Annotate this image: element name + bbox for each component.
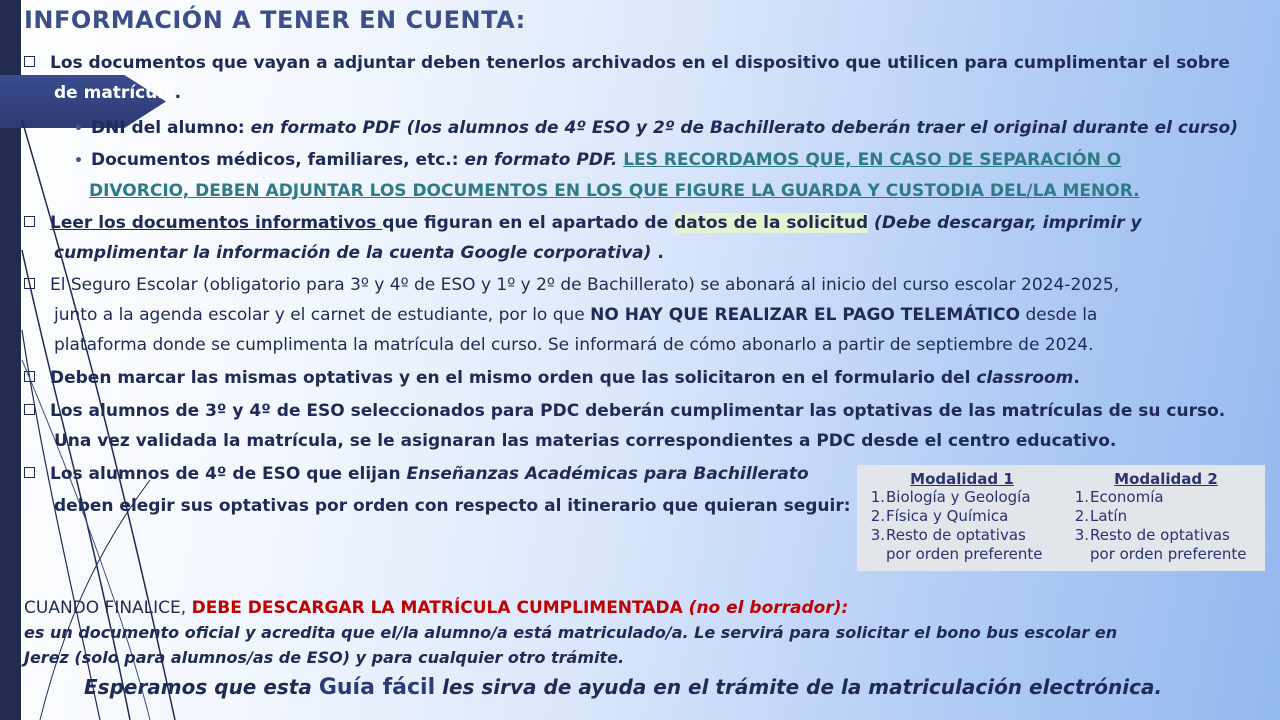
bullet-text-strong: NO HAY QUE REALIZAR EL PAGO TELEMÁTICO [590, 305, 1021, 325]
footer-instruction [24, 598, 848, 618]
list-item: 3. Resto de optativas [870, 526, 1026, 544]
closing-text: Esperamos que esta [84, 675, 319, 699]
sub-item-dni [74, 113, 1238, 144]
checkbox-bullet-icon [24, 404, 35, 415]
bullet-optativas [24, 363, 1080, 393]
list-item: 3. Resto de optativas [1074, 526, 1230, 544]
guia-facil-label: Guía fácil [318, 675, 436, 700]
bullet-text-italic-cont: cumplimentar la información de la cuenta Google corporativa) [54, 243, 652, 263]
page-title: INFORMACIÓN A TENER EN CUENTA: [24, 6, 526, 34]
bullet-text: Una vez validada la matrícula, se le asignaran las materias correspondientes a PDC desde el centro educativo. [54, 431, 1117, 451]
bullet-dot-icon: • [74, 153, 83, 169]
bullet-text: deben elegir sus optativas por orden con respecto al itinerario que quieran seguir: [54, 496, 851, 516]
bullet-text: desde la [1020, 305, 1098, 325]
bullet-text-italic: (Debe descargar, imprimir y [868, 213, 1142, 233]
list-item-cont: por orden preferente [1090, 545, 1247, 563]
sub-item-detail: en formato PDF. [464, 150, 624, 170]
list-item: 1. Biología y Geología [870, 488, 1031, 506]
checkbox-bullet-icon [24, 216, 35, 227]
custody-notice-link[interactable]: LES RECORDAMOS QUE, EN CASO DE SEPARACIÓN O [623, 150, 1122, 170]
bullet-seguro-escolar [24, 270, 1119, 360]
closing-text: les sirva de ayuda en el trámite de la matriculación electrónica. [435, 675, 1163, 699]
bullet-text: Los alumnos de 4º de ESO que elijan [50, 464, 407, 484]
closing-message [84, 675, 1162, 700]
informative-documents-link[interactable]: Leer los documentos informativos [50, 213, 383, 233]
list-item: 2. Física y Química [870, 507, 1009, 525]
sub-item-detail: en formato PDF (los alumnos de 4º ESO y 2º de Bachillerato deberán traer el original durante el curso) [250, 118, 1238, 138]
footer-text: Jerez (solo para alumnos/as de ESO) y para cualquier otro trámite. [24, 648, 625, 667]
modalidad-1-column [867, 470, 1057, 564]
bullet-text: Los alumnos de 3º y 4º de ESO seleccionados para PDC deberán cumplimentar las optativas de las matrículas de su curso. [50, 401, 1226, 421]
highlighted-text: datos de la solicitud [674, 213, 869, 233]
bullet-leer-documentos [24, 208, 1142, 268]
bullet-text: plataforma donde se cumplimenta la matrícula del curso. Se informará de cómo abonarlo a partir de septiembre de 2024. [54, 335, 1094, 355]
list-item: 2. Latín [1074, 507, 1128, 525]
bullet-text-italic: classroom [976, 368, 1074, 388]
bullet-text-highlight: de matrícula [54, 83, 175, 103]
bullet-text-italic: Enseñanzas Académicas para Bachillerato [406, 464, 809, 484]
bullet-text-end: . [651, 243, 664, 263]
list-item: 1. Economía [1074, 488, 1164, 506]
checkbox-bullet-icon [24, 467, 35, 478]
footer-warning: DEBE DESCARGAR LA MATRÍCULA CUMPLIMENTADA [191, 598, 683, 618]
bullet-text: Los documentos que vayan a adjuntar deben tenerlos archivados en el dispositivo que utilicen para cumplimentar el sobre [50, 53, 1230, 73]
bullet-text: Deben marcar las mismas optativas y en el mismo orden que las solicitaron en el formulario del [50, 368, 977, 388]
checkbox-bullet-icon [24, 371, 35, 382]
modalidad-2-column [1071, 470, 1261, 564]
footer-text: CUANDO FINALICE, [24, 598, 192, 618]
checkbox-bullet-icon [24, 56, 35, 67]
bullet-text: El Seguro Escolar (obligatorio para 3º y 4º de ESO y 1º y 2º de Bachillerato) se abonará al inicio del curso escolar 2024-2025, [50, 275, 1120, 295]
bullet-text: que figuran en el apartado de [382, 213, 675, 233]
bullet-pdc [24, 396, 1225, 456]
footer-text: es un documento oficial y acredita que el/la alumno/a está matriculado/a. Le servirá para solicitar el bono bus escolar en [24, 623, 1118, 642]
sub-item-label: DNI del alumno: [90, 118, 251, 138]
bullet-modalidades [24, 459, 851, 521]
bullet-text-end: . [1073, 368, 1080, 388]
sub-item-documentos-medicos [74, 145, 1140, 206]
custody-notice-link-cont[interactable]: DIVORCIO, DEBEN ADJUNTAR LOS DOCUMENTOS EN LOS QUE FIGURE LA GUARDA Y CUSTODIA DEL/LA MENOR. [89, 181, 1140, 201]
bullet-text: junto a la agenda escolar y el carnet de estudiante, por lo que [54, 305, 591, 325]
sub-item-label: Documentos médicos, familiares, etc.: [90, 150, 465, 170]
bullet-documentos [24, 48, 1230, 108]
checkbox-bullet-icon [24, 278, 35, 289]
modalidad-2-heading: Modalidad 2 [1114, 470, 1218, 488]
list-item-cont: por orden preferente [886, 545, 1043, 563]
footer-warning-italic: (no el borrador): [682, 598, 849, 618]
bullet-dot-icon: • [74, 121, 83, 137]
bullet-text-end: . [174, 83, 182, 103]
modalidad-1-heading: Modalidad 1 [910, 470, 1014, 488]
modalidades-table [857, 465, 1265, 571]
